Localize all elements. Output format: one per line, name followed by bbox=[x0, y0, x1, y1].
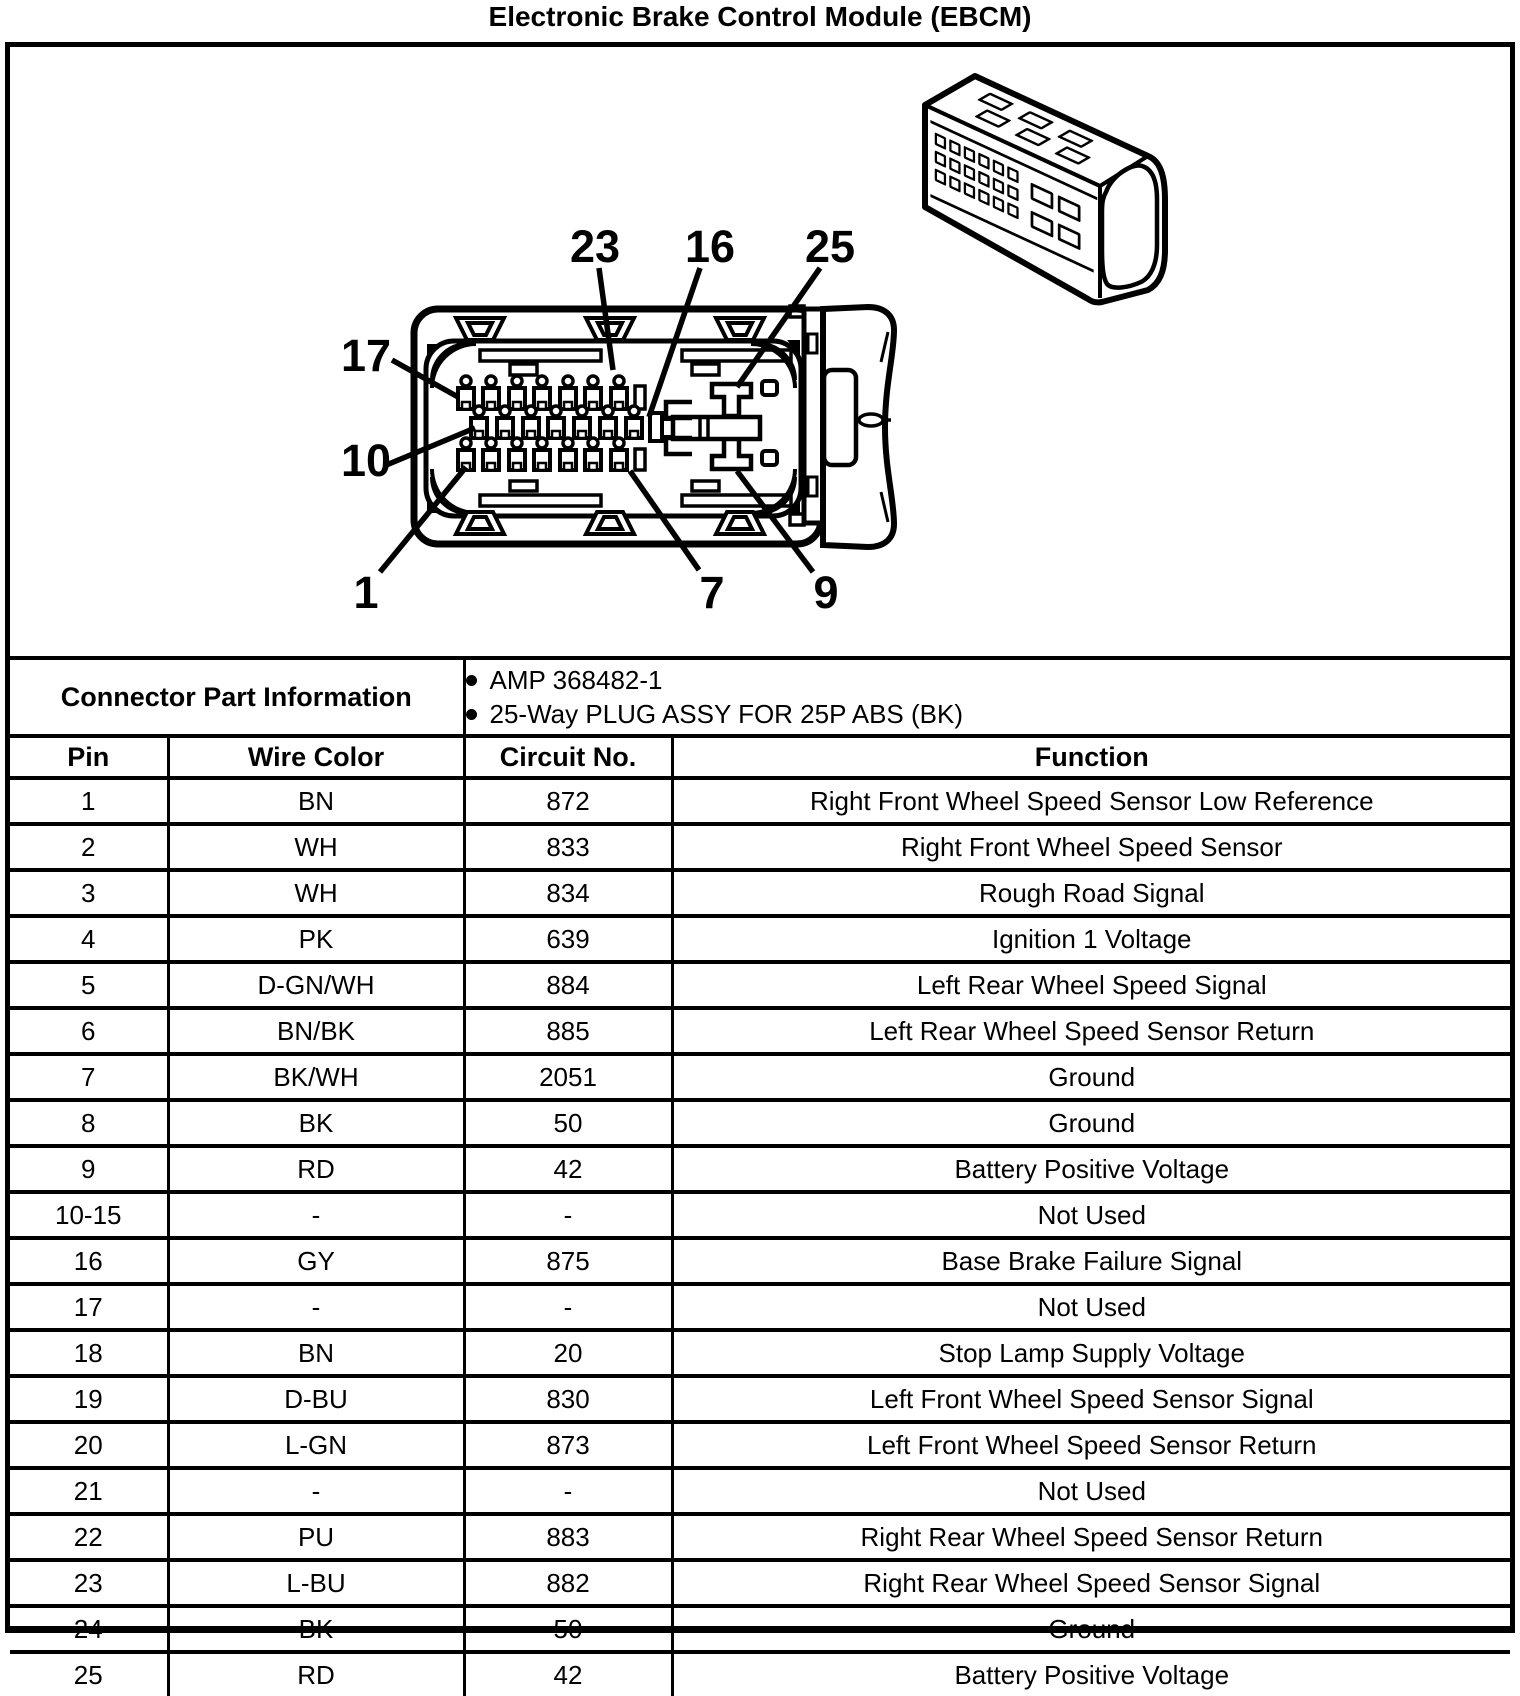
function-cell: Stop Lamp Supply Voltage bbox=[672, 1330, 1510, 1376]
circuit-no-cell: 833 bbox=[464, 824, 672, 870]
pin-cell: 3 bbox=[10, 870, 168, 916]
pin-cell: 7 bbox=[10, 1054, 168, 1100]
table-row bbox=[10, 1606, 1510, 1652]
function-cell: Battery Positive Voltage bbox=[672, 1146, 1510, 1192]
connector-3d-view bbox=[925, 76, 1165, 302]
callout-7: 7 bbox=[699, 567, 725, 618]
callout-16: 16 bbox=[684, 221, 736, 272]
function-cell: Ground bbox=[672, 1054, 1510, 1100]
pin-cell: 6 bbox=[10, 1008, 168, 1054]
table-row bbox=[10, 1422, 1510, 1468]
wire-color-cell: - bbox=[168, 1192, 464, 1238]
table-row bbox=[10, 1192, 1510, 1238]
function-cell: Rough Road Signal bbox=[672, 870, 1510, 916]
callout-23: 23 bbox=[569, 221, 621, 272]
table-row bbox=[10, 1146, 1510, 1192]
front-view-pins bbox=[458, 376, 642, 470]
function-cell: Right Rear Wheel Speed Sensor Signal bbox=[672, 1560, 1510, 1606]
table-row bbox=[10, 1054, 1510, 1100]
column-header-pin: Pin bbox=[10, 736, 168, 778]
function-cell: Left Front Wheel Speed Sensor Return bbox=[672, 1422, 1510, 1468]
wire-color-cell: WH bbox=[168, 824, 464, 870]
circuit-no-cell: 884 bbox=[464, 962, 672, 1008]
bullet-icon bbox=[466, 709, 477, 720]
circuit-no-cell: 20 bbox=[464, 1330, 672, 1376]
circuit-no-cell: 885 bbox=[464, 1008, 672, 1054]
wire-color-cell: BK/WH bbox=[168, 1054, 464, 1100]
column-header-wire: Wire Color bbox=[168, 736, 464, 778]
wire-color-cell: D-BU bbox=[168, 1376, 464, 1422]
diagram-svg bbox=[10, 47, 1510, 656]
pin-cell: 22 bbox=[10, 1514, 168, 1560]
circuit-no-cell: 873 bbox=[464, 1422, 672, 1468]
circuit-no-cell: 50 bbox=[464, 1100, 672, 1146]
wire-color-cell: - bbox=[168, 1468, 464, 1514]
function-cell: Right Front Wheel Speed Sensor bbox=[672, 824, 1510, 870]
wire-color-cell: BN bbox=[168, 778, 464, 824]
function-cell: Ground bbox=[672, 1606, 1510, 1652]
pin-cell: 10-15 bbox=[10, 1192, 168, 1238]
pin-cell: 19 bbox=[10, 1376, 168, 1422]
part-description: 25-Way PLUG ASSY FOR 25P ABS (BK) bbox=[489, 698, 963, 729]
pin-cell: 21 bbox=[10, 1468, 168, 1514]
pin-cell: 4 bbox=[10, 916, 168, 962]
callout-17: 17 bbox=[340, 330, 392, 381]
connector-part-information-items bbox=[464, 660, 1510, 736]
wire-color-cell: D-GN/WH bbox=[168, 962, 464, 1008]
pin-cell: 20 bbox=[10, 1422, 168, 1468]
pin-cell: 1 bbox=[10, 778, 168, 824]
pin-cell: 8 bbox=[10, 1100, 168, 1146]
page-title: Electronic Brake Control Module (EBCM) bbox=[488, 1, 1032, 32]
wire-color-cell: PK bbox=[168, 916, 464, 962]
circuit-no-cell: - bbox=[464, 1468, 672, 1514]
pin-cell: 18 bbox=[10, 1330, 168, 1376]
pin-cell: 25 bbox=[10, 1652, 168, 1696]
table-row bbox=[10, 1238, 1510, 1284]
circuit-no-cell: 50 bbox=[464, 1606, 672, 1652]
table-row bbox=[10, 916, 1510, 962]
function-cell: Left Rear Wheel Speed Signal bbox=[672, 962, 1510, 1008]
figure-frame bbox=[5, 42, 1515, 1690]
circuit-no-cell: 42 bbox=[464, 1146, 672, 1192]
table-row bbox=[10, 1284, 1510, 1330]
wire-color-cell: PU bbox=[168, 1514, 464, 1560]
circuit-no-cell: 872 bbox=[464, 778, 672, 824]
function-cell: Right Rear Wheel Speed Sensor Return bbox=[672, 1514, 1510, 1560]
part-number: AMP 368482-1 bbox=[489, 664, 663, 695]
table-row bbox=[10, 1468, 1510, 1514]
pin-cell: 24 bbox=[10, 1606, 168, 1652]
table-row bbox=[10, 962, 1510, 1008]
circuit-no-cell: 834 bbox=[464, 870, 672, 916]
wire-color-cell: BK bbox=[168, 1606, 464, 1652]
wire-color-cell: GY bbox=[168, 1238, 464, 1284]
wire-color-cell: WH bbox=[168, 870, 464, 916]
callout-25: 25 bbox=[804, 221, 856, 272]
function-cell: Left Front Wheel Speed Sensor Signal bbox=[672, 1376, 1510, 1422]
table-row bbox=[10, 1560, 1510, 1606]
table-row bbox=[10, 1514, 1510, 1560]
circuit-no-cell: 42 bbox=[464, 1652, 672, 1696]
wire-color-cell: - bbox=[168, 1284, 464, 1330]
wire-color-cell: L-GN bbox=[168, 1422, 464, 1468]
callout-9: 9 bbox=[813, 567, 839, 618]
part-info-item bbox=[466, 663, 1510, 697]
wire-color-cell: RD bbox=[168, 1652, 464, 1696]
connector-part-information-row bbox=[10, 660, 1510, 736]
column-header-circuit: Circuit No. bbox=[464, 736, 672, 778]
connector-part-information-label: Connector Part Information bbox=[10, 660, 464, 736]
pin-cell: 9 bbox=[10, 1146, 168, 1192]
pin-cell: 5 bbox=[10, 962, 168, 1008]
circuit-no-cell: 875 bbox=[464, 1238, 672, 1284]
function-cell: Left Rear Wheel Speed Sensor Return bbox=[672, 1008, 1510, 1054]
circuit-no-cell: 639 bbox=[464, 916, 672, 962]
table-row bbox=[10, 1008, 1510, 1054]
bullet-icon bbox=[466, 675, 477, 686]
function-cell: Not Used bbox=[672, 1192, 1510, 1238]
wire-color-cell: BN bbox=[168, 1330, 464, 1376]
table-header-row bbox=[10, 736, 1510, 778]
part-info-item bbox=[466, 697, 1510, 731]
table-row bbox=[10, 870, 1510, 916]
table-row bbox=[10, 1652, 1510, 1696]
circuit-no-cell: 830 bbox=[464, 1376, 672, 1422]
pin-cell: 16 bbox=[10, 1238, 168, 1284]
connector-diagram bbox=[10, 47, 1510, 660]
circuit-no-cell: - bbox=[464, 1284, 672, 1330]
circuit-no-cell: 2051 bbox=[464, 1054, 672, 1100]
pin-cell: 17 bbox=[10, 1284, 168, 1330]
table-row bbox=[10, 1330, 1510, 1376]
table-row bbox=[10, 824, 1510, 870]
function-cell: Battery Positive Voltage bbox=[672, 1652, 1510, 1696]
function-cell: Ignition 1 Voltage bbox=[672, 916, 1510, 962]
table-row bbox=[10, 778, 1510, 824]
function-cell: Not Used bbox=[672, 1468, 1510, 1514]
wire-color-cell: L-BU bbox=[168, 1560, 464, 1606]
wire-color-cell: BK bbox=[168, 1100, 464, 1146]
pin-cell: 23 bbox=[10, 1560, 168, 1606]
function-cell: Ground bbox=[672, 1100, 1510, 1146]
table-row bbox=[10, 1376, 1510, 1422]
function-cell: Not Used bbox=[672, 1284, 1510, 1330]
pin-table-body bbox=[10, 778, 1510, 1696]
column-header-function: Function bbox=[672, 736, 1510, 778]
circuit-no-cell: 882 bbox=[464, 1560, 672, 1606]
circuit-no-cell: - bbox=[464, 1192, 672, 1238]
callout-1: 1 bbox=[353, 567, 379, 618]
wire-seal bbox=[823, 307, 894, 547]
table-row bbox=[10, 1100, 1510, 1146]
pin-cell: 2 bbox=[10, 824, 168, 870]
function-cell: Base Brake Failure Signal bbox=[672, 1238, 1510, 1284]
callout-10: 10 bbox=[340, 435, 392, 486]
connector-pinout-table bbox=[10, 660, 1510, 1696]
function-cell: Right Front Wheel Speed Sensor Low Reference bbox=[672, 778, 1510, 824]
wire-color-cell: RD bbox=[168, 1146, 464, 1192]
circuit-no-cell: 883 bbox=[464, 1514, 672, 1560]
wire-color-cell: BN/BK bbox=[168, 1008, 464, 1054]
